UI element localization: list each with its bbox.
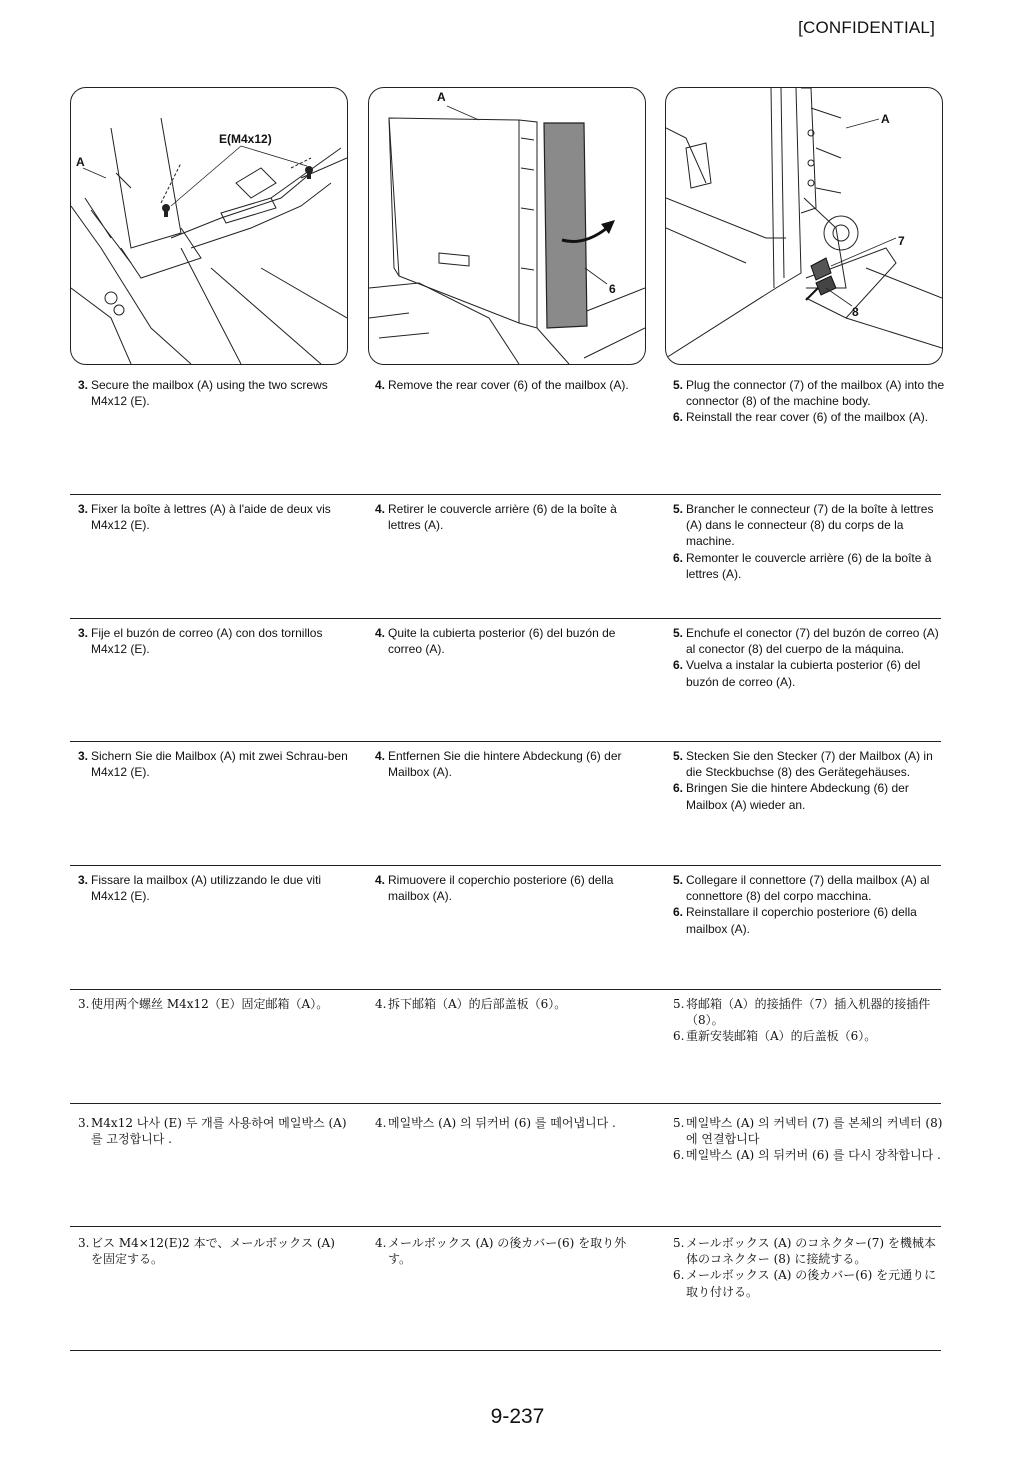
step: 6. Bringen Sie die hintere Abdeckung (6) der Mailbox (A) wieder an. (673, 781, 909, 812)
step: 4. Retirer le couvercle arrière (6) de la boîte à lettres (A). (375, 502, 617, 533)
divider (70, 741, 941, 742)
column-step-5-6 (673, 1115, 945, 1164)
connector-illustration (666, 88, 942, 364)
step: 6. Remonter le couvercle arrière (6) de la boîte à lettres (A). (673, 550, 932, 581)
step: 3. Sichern Sie die Mailbox (A) mit zwei Schrau-ben M4x12 (E). (78, 749, 348, 780)
column-step-3 (78, 377, 348, 409)
divider (70, 1350, 941, 1351)
step: 6. メールボックス (A) の後カバー(6) を元通りに取り付ける。 (673, 1268, 937, 1299)
figure-mailbox-screws (70, 87, 348, 365)
step: 4. 拆下邮箱（A）的后部盖板（6）。 (375, 997, 567, 1011)
step: 3. M4x12 나사 (E) 두 개를 사용하여 메일박스 (A) 를 고정합니다 . (78, 1116, 347, 1147)
step: 5. Brancher le connecteur (7) de la boîte à lettres (A) dans le connecteur (8) du corps de la machine. (673, 502, 934, 549)
step: 4. 메일박스 (A) 의 뒤커버 (6) 를 떼어냅니다 . (375, 1116, 616, 1130)
label-e-m4x12: E(M4x12) (219, 132, 272, 146)
step: 3. Fixer la boîte à lettres (A) à l'aide de deux vis M4x12 (E). (78, 502, 331, 533)
column-step-3 (78, 501, 348, 533)
figure-rear-cover-removal (368, 87, 646, 365)
step: 6. 重新安装邮箱（A）的后盖板（6）。 (673, 1029, 877, 1044)
column-step-4 (375, 501, 645, 533)
column-step-4 (375, 1115, 645, 1131)
step: 4. Remove the rear cover (6) of the mailbox (A). (375, 378, 629, 392)
step: 3. 使用两个螺丝 M4x12（E）固定邮箱（A）。 (78, 997, 329, 1011)
step: 4. メールボックス (A) の後カバー(6) を取り外す。 (375, 1236, 627, 1267)
column-step-5-6 (673, 625, 945, 690)
column-step-4 (375, 748, 645, 780)
step: 4. Quite la cubierta posterior (6) del buzón de correo (A). (375, 626, 616, 657)
rear-cover-illustration (369, 88, 645, 364)
step: 3. Secure the mailbox (A) using the two screws M4x12 (E). (78, 378, 328, 409)
step: 4. Entfernen Sie die hintere Abdeckung (6) der Mailbox (A). (375, 749, 622, 780)
label-7: 7 (898, 234, 905, 248)
column-step-4 (375, 1235, 645, 1267)
step: 6. 메일박스 (A) 의 뒤커버 (6) 를 다시 장착합니다 . (673, 1148, 941, 1163)
step: 5. 将邮箱（A）的接插件（7）插入机器的接插件（8）。 (673, 997, 931, 1028)
column-step-5-6 (673, 748, 945, 813)
step: 3. Fije el buzón de correo (A) con dos tornillos M4x12 (E). (78, 626, 323, 657)
column-step-5-6 (673, 1235, 945, 1300)
confidential-header: [CONFIDENTIAL] (798, 18, 935, 37)
step: 5. Enchufe el conector (7) del buzón de correo (A) al conector (8) del cuerpo de la máquina. (673, 626, 939, 657)
column-step-3 (78, 748, 348, 780)
column-step-5-6 (673, 501, 945, 582)
step: 5. 메일박스 (A) 의 커넥터 (7) 를 본체의 커넥터 (8) 에 연결합니다 (673, 1116, 943, 1147)
column-step-3 (78, 996, 348, 1012)
page-number: 9-237 (490, 1405, 545, 1428)
step: 5. Stecken Sie den Stecker (7) der Mailbox (A) in die Steckbuchse (8) des Gerätegehäuses. (673, 749, 933, 780)
label-6: 6 (609, 282, 616, 296)
divider (70, 865, 941, 866)
step: 5. Plug the connector (7) of the mailbox (A) into the connector (8) of the machine body. (673, 378, 945, 409)
step: 3. ビス M4×12(E)2 本で、メールボックス (A) を固定する。 (78, 1236, 335, 1267)
column-step-3 (78, 872, 348, 904)
column-step-5-6 (673, 872, 945, 937)
step: 6. Vuelva a instalar la cubierta posterior (6) del buzón de correo (A). (673, 658, 921, 689)
divider (70, 1103, 941, 1104)
step: 4. Rimuovere il coperchio posteriore (6) della mailbox (A). (375, 873, 614, 904)
label-a: A (881, 112, 890, 126)
divider (70, 989, 941, 990)
column-step-4 (375, 625, 645, 657)
step: 5. Collegare il connettore (7) della mailbox (A) al connettore (8) del corpo macchina. (673, 873, 930, 904)
step: 5. メールボックス (A) のコネクター(7) を機械本体のコネクター (8) に接続する。 (673, 1236, 936, 1267)
column-step-3 (78, 1235, 348, 1267)
label-a: A (437, 90, 446, 104)
divider (70, 1226, 941, 1227)
column-step-3 (78, 625, 348, 657)
column-step-5-6 (673, 996, 945, 1045)
column-step-4 (375, 872, 645, 904)
step: 6. Reinstallare il coperchio posteriore (6) della mailbox (A). (673, 905, 917, 936)
label-a: A (76, 155, 85, 169)
label-8: 8 (852, 305, 859, 319)
column-step-4 (375, 996, 645, 1012)
column-step-4 (375, 377, 645, 393)
divider (70, 494, 941, 495)
column-step-5-6 (673, 377, 945, 426)
figure-connector-plug (665, 87, 943, 365)
divider (70, 618, 941, 619)
step: 6. Reinstall the rear cover (6) of the mailbox (A). (673, 410, 929, 425)
mailbox-screws-illustration (71, 88, 347, 364)
column-step-3 (78, 1115, 348, 1147)
step: 3. Fissare la mailbox (A) utilizzando le due viti M4x12 (E). (78, 873, 322, 904)
